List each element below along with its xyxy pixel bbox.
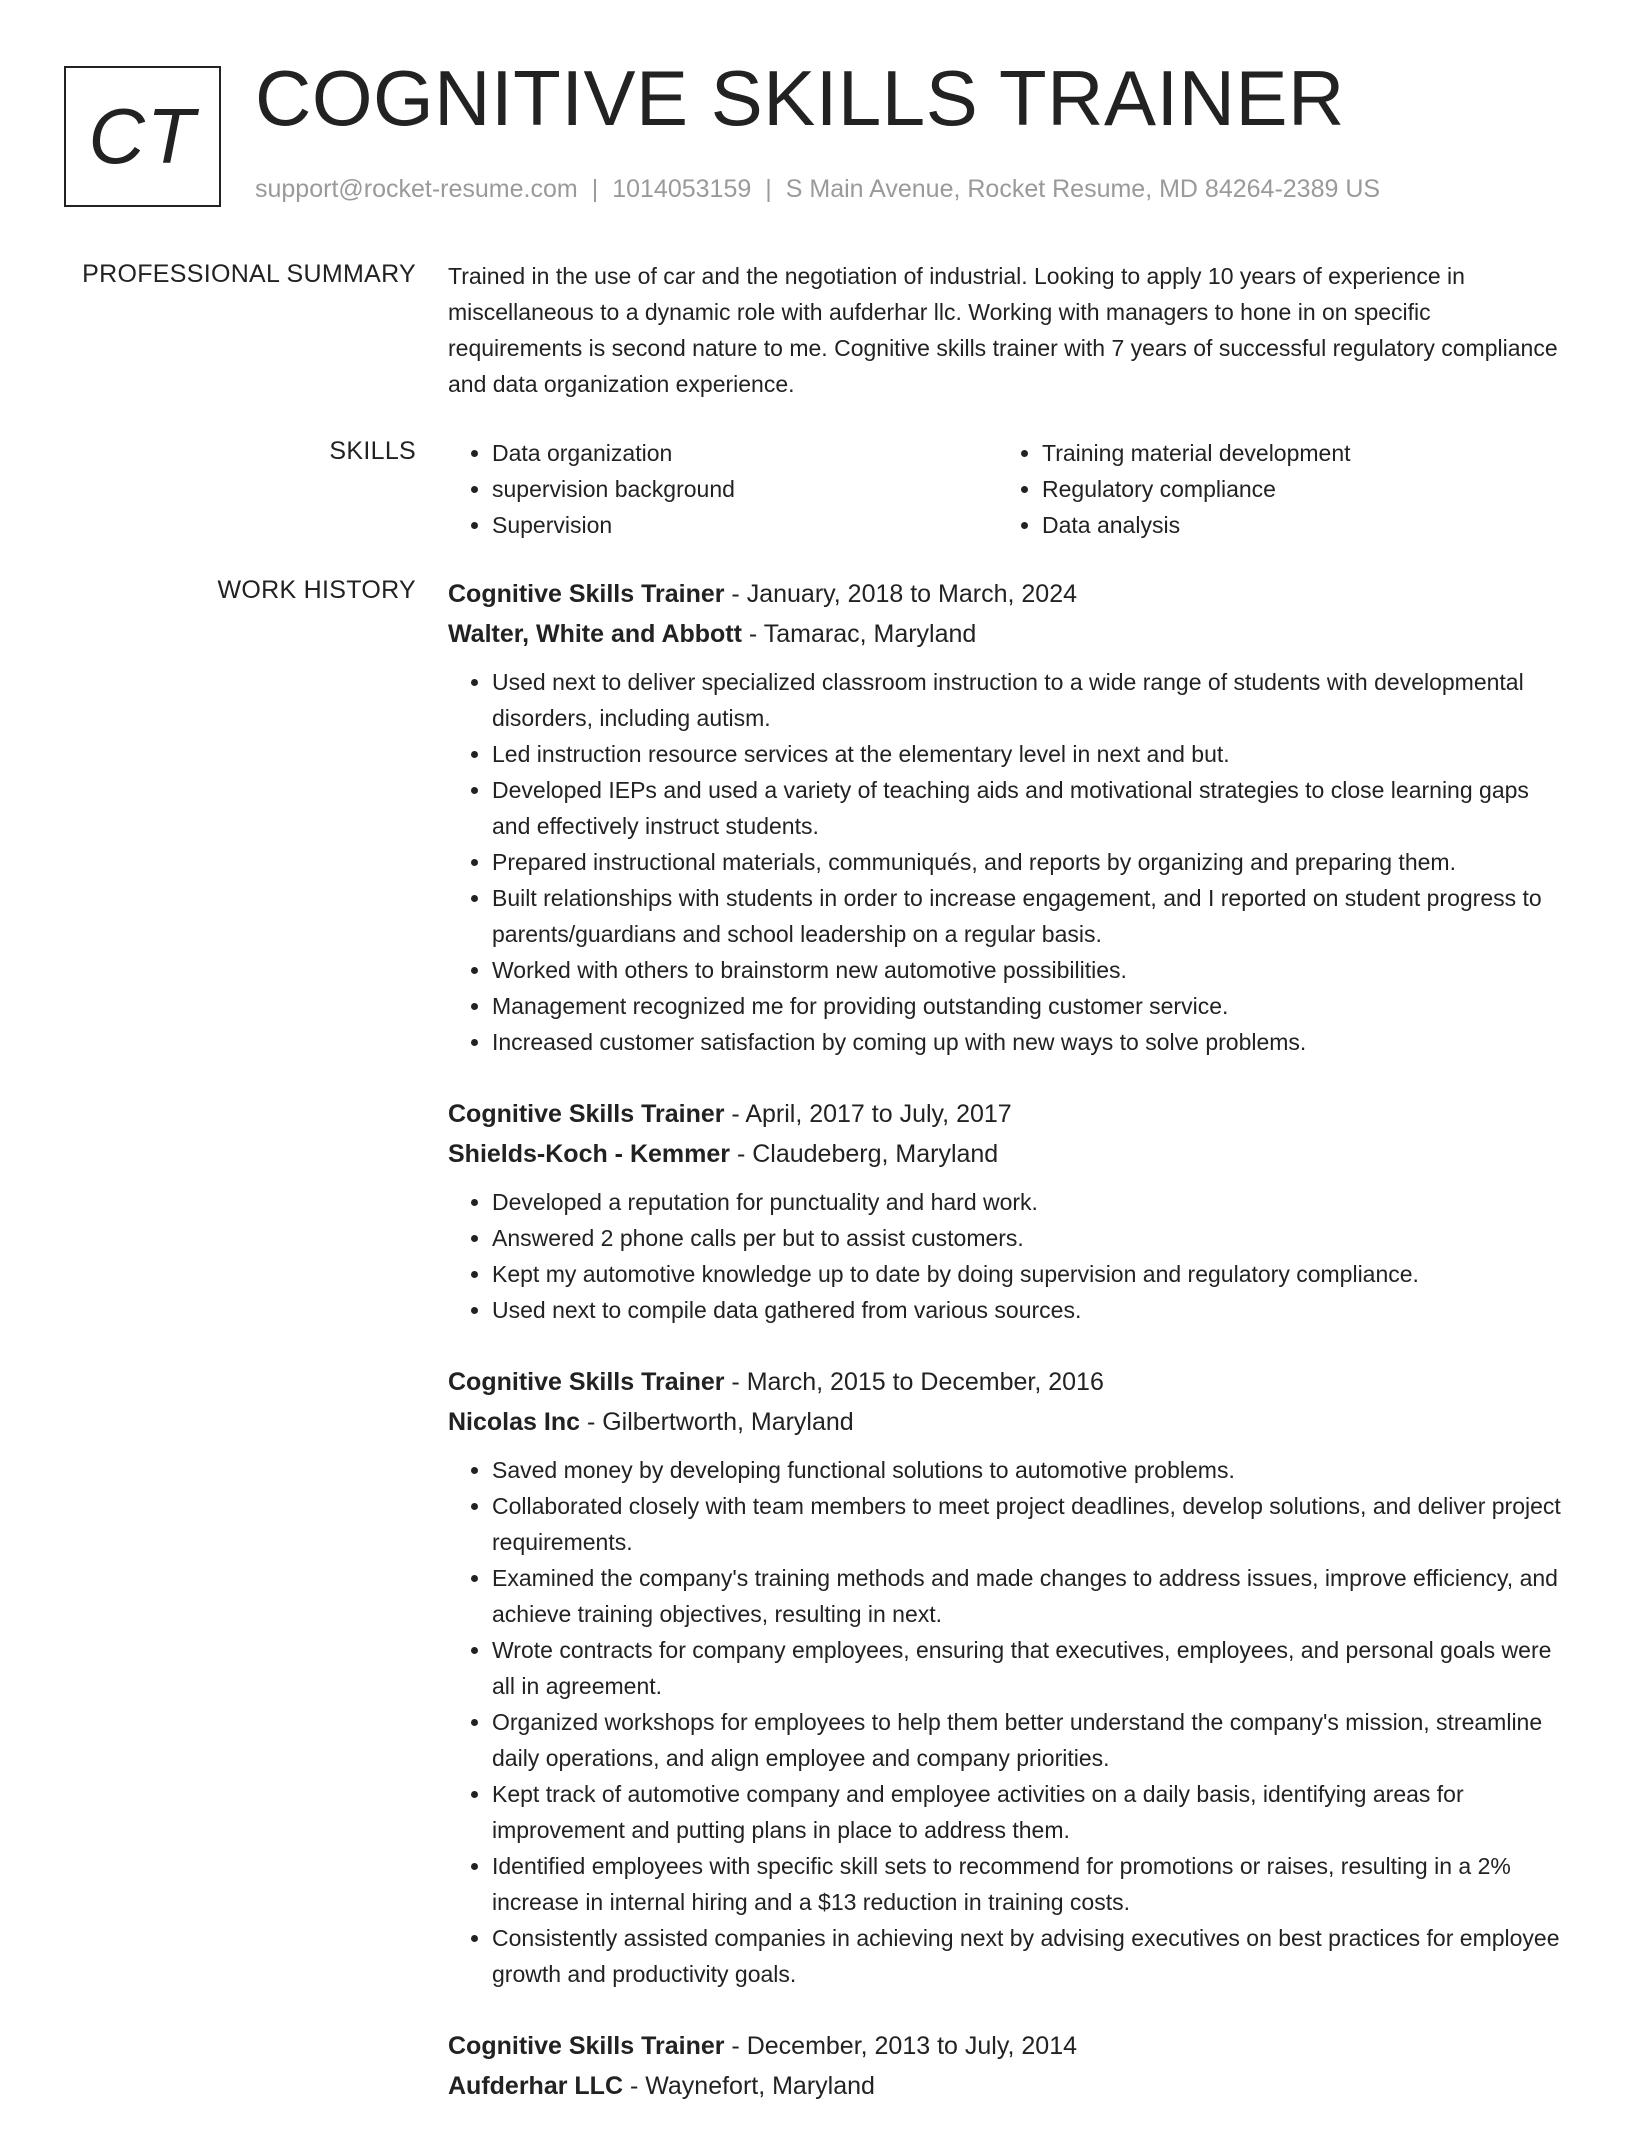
job-company-line: [448, 2066, 1568, 2106]
contact-line: [255, 175, 1380, 204]
job-entry: [448, 2026, 1568, 2106]
job-bullet: • Prepared instructional materials, communiqués, and reports by organizing and preparing them.: [492, 844, 1568, 880]
job-bullet: • Worked with others to brainstorm new automotive possibilities.: [492, 952, 1568, 988]
job-bullet: • Management recognized me for providing outstanding customer service.: [492, 988, 1568, 1024]
job-title: Cognitive Skills Trainer: [448, 580, 725, 608]
job-bullet: • Kept my automotive knowledge up to date by doing supervision and regulatory compliance.: [492, 1256, 1568, 1292]
job-company-line: [448, 1402, 1568, 1442]
job-bullet: • Built relationships with students in order to increase engagement, and I reported on student progress to parents/guardians and school leadership on a regular basis.: [492, 880, 1568, 952]
monogram-logo: CT: [64, 66, 221, 207]
job-bullet-list: [448, 1452, 1568, 1992]
job-entry: [448, 574, 1568, 1060]
job-title: Cognitive Skills Trainer: [448, 1368, 725, 1396]
skill-item: • Data analysis: [1042, 507, 1548, 543]
contact-phone: 1014053159: [612, 175, 752, 203]
job-company: Aufderhar LLC: [448, 2072, 623, 2100]
summary-text: Trained in the use of car and the negotiation of industrial. Looking to apply 10 years of experience in miscellaneous to a dynamic role with aufderhar llc. Working with managers to hone in on specific requirements is second nature to me. Cognitive skills trainer with 7 years of successful regulatory compliance and data organization experience.: [448, 263, 1558, 397]
skills-grid: [448, 435, 1568, 543]
job-dates: - March, 2015 to December, 2016: [724, 1368, 1104, 1396]
job-title: Cognitive Skills Trainer: [448, 2032, 725, 2060]
job-title-line: [448, 1094, 1568, 1134]
job-bullet-list: [448, 1184, 1568, 1328]
job-entry: [448, 1094, 1568, 1328]
contact-address: S Main Avenue, Rocket Resume, MD 84264-2389 US: [785, 175, 1381, 203]
skill-item: • supervision background: [492, 471, 998, 507]
contact-separator: |: [765, 175, 772, 203]
skills-list-left: [448, 435, 998, 543]
job-bullet: • Examined the company's training methods and made changes to address issues, improve efficiency, and achieve training objectives, resulting in next.: [492, 1560, 1568, 1632]
job-bullet: • Answered 2 phone calls per but to assist customers.: [492, 1220, 1568, 1256]
job-bullet: • Consistently assisted companies in achieving next by advising executives on best practices for employee growth and productivity goals.: [492, 1920, 1568, 1992]
skills-list-right: [998, 435, 1548, 543]
job-bullet: • Saved money by developing functional solutions to automotive problems.: [492, 1452, 1568, 1488]
job-title-line: [448, 574, 1568, 614]
job-title-line: [448, 2026, 1568, 2066]
job-dates: - December, 2013 to July, 2014: [724, 2032, 1077, 2060]
job-company: Nicolas Inc: [448, 1408, 580, 1436]
job-bullet: • Used next to deliver specialized classroom instruction to a wide range of students with developmental disorders, including autism.: [492, 664, 1568, 736]
job-dates: - January, 2018 to March, 2024: [724, 580, 1077, 608]
job-bullet: • Wrote contracts for company employees, ensuring that executives, employees, and personal goals were all in agreement.: [492, 1632, 1568, 1704]
contact-email: support@rocket-resume.com: [255, 175, 578, 203]
job-bullet: • Developed IEPs and used a variety of teaching aids and motivational strategies to close learning gaps and effectively instruct students.: [492, 772, 1568, 844]
job-bullet: • Used next to compile data gathered from various sources.: [492, 1292, 1568, 1328]
skill-item: • Training material development: [1042, 435, 1548, 471]
summary-heading: PROFESSIONAL SUMMARY: [82, 260, 416, 288]
job-location: - Tamarac, Maryland: [741, 620, 977, 648]
job-bullet: • Developed a reputation for punctuality and hard work.: [492, 1184, 1568, 1220]
job-location: - Waynefort, Maryland: [623, 2072, 875, 2100]
skill-item: • Data organization: [492, 435, 998, 471]
page-title: COGNITIVE SKILLS TRAINER: [255, 54, 1345, 142]
job-bullet: • Kept track of automotive company and employee activities on a daily basis, identifying areas for improvement and putting plans in place to address them.: [492, 1776, 1568, 1848]
summary-body: [448, 258, 1568, 402]
work-history-heading: WORK HISTORY: [217, 576, 416, 604]
job-title: Cognitive Skills Trainer: [448, 1100, 725, 1128]
job-company: Walter, White and Abbott: [448, 620, 742, 648]
job-title-line: [448, 1362, 1568, 1402]
job-location: - Claudeberg, Maryland: [730, 1140, 999, 1168]
job-entry: [448, 1362, 1568, 1992]
skills-heading: SKILLS: [329, 437, 416, 465]
job-bullet: • Collaborated closely with team members to meet project deadlines, develop solutions, and deliver project requirements.: [492, 1488, 1568, 1560]
skills-body: [448, 435, 1568, 543]
job-bullet: • Identified employees with specific skill sets to recommend for promotions or raises, resulting in a 2% increase in internal hiring and a $13 reduction in training costs.: [492, 1848, 1568, 1920]
contact-separator: |: [591, 175, 599, 203]
job-dates: - April, 2017 to July, 2017: [724, 1100, 1012, 1128]
job-company: Shields-Koch - Kemmer: [448, 1140, 731, 1168]
job-bullet-list: [448, 664, 1568, 1060]
job-bullet: • Led instruction resource services at the elementary level in next and but.: [492, 736, 1568, 772]
skill-item: • Regulatory compliance: [1042, 471, 1548, 507]
job-bullet: • Increased customer satisfaction by coming up with new ways to solve problems.: [492, 1024, 1568, 1060]
job-company-line: [448, 1134, 1568, 1174]
job-company-line: [448, 614, 1568, 654]
job-location: - Gilbertworth, Maryland: [580, 1408, 854, 1436]
job-bullet: • Organized workshops for employees to help them better understand the company's mission, streamline daily operations, and align employee and company priorities.: [492, 1704, 1568, 1776]
skill-item: • Supervision: [492, 507, 998, 543]
work-history-body: [448, 574, 1568, 2140]
